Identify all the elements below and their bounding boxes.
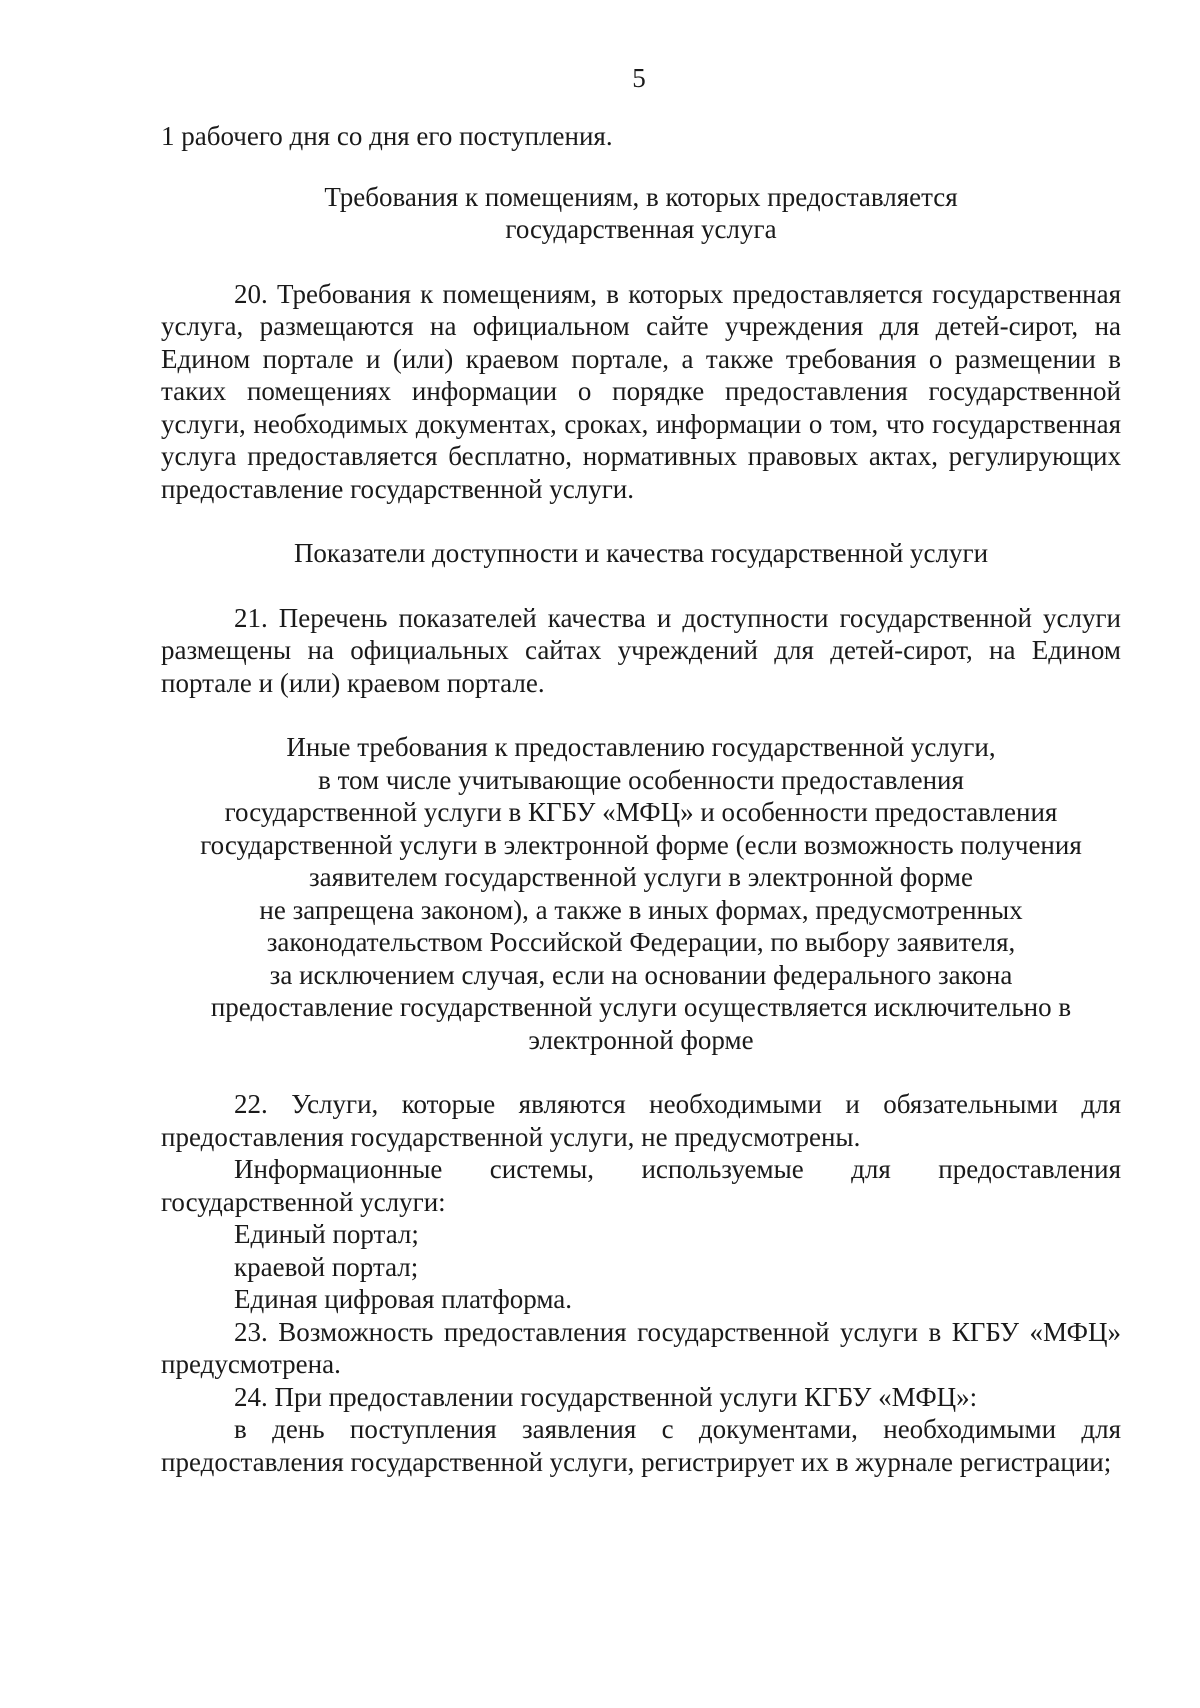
- info-systems-list: [161, 1218, 1121, 1316]
- document-body: [161, 62, 1121, 1478]
- heading-line: за исключением случая, если на основании федерального закона: [269, 959, 1013, 990]
- heading-line: в том числе учитывающие особенности предоставления: [318, 764, 964, 795]
- heading-indicators: Показатели доступности и качества государственной услуги: [293, 538, 989, 568]
- list-item: Единая цифровая платформа.: [234, 1284, 572, 1314]
- heading-line: Требования к помещениям, в которых предоставляется: [324, 181, 958, 212]
- paragraph-21: 21. Перечень показателей качества и доступности государственной услуги размещены на официальных сайтах учреждений для детей-сирот, на Едином портале и (или) краевом портале.: [161, 602, 1121, 698]
- paragraph-info-systems: Информационные системы, используемые для предоставления государственной услуги:: [161, 1154, 1121, 1217]
- heading-line: заявителем государственной услуги в электронной форме: [309, 862, 973, 892]
- list-item: Единый портал;: [234, 1219, 419, 1249]
- paragraph-22: 22. Услуги, которые являются необходимыми и обязательными для предоставления государственной услуги, не предусмотрены.: [161, 1089, 1121, 1152]
- paragraph-20: 20. Требования к помещениям, в которых предоставляется государственная услуга, размещаются на официальном сайте учреждения для детей-сирот, на Едином портале и (или) краевом портале, а также требования о размещении в таких помещениях информации о порядке предоставления государственной услуги, необходимых документах, сроках, информации о том, что государственная услуга предоставляется бесплатно, нормативных правовых актах, регулирующих предоставление государственной услуги.: [161, 278, 1121, 504]
- heading-line: предоставление государственной услуги осуществляется исключительно в: [210, 992, 1072, 1022]
- heading-other-requirements: [161, 731, 1121, 1056]
- intro-line: 1 рабочего дня со дня его поступления.: [161, 121, 613, 151]
- heading-line: государственной услуги в КГБУ «МФЦ» и особенности предоставления: [224, 797, 1058, 827]
- heading-line: законодательством Российской Федерации, по выбору заявителя,: [266, 927, 1016, 957]
- page-number: 5: [632, 63, 646, 93]
- paragraph-24-item: в день поступления заявления с документами, необходимыми для предоставления государственной услуги, регистрирует их в журнале регистрации;: [161, 1414, 1121, 1477]
- heading-line: электронной форме: [528, 1024, 754, 1055]
- heading-line: государственная услуга: [505, 214, 777, 244]
- heading-premises: [161, 181, 1121, 246]
- heading-line: не запрещена законом), а также в иных формах, предусмотренных: [259, 894, 1023, 925]
- paragraph-24: 24. При предоставлении государственной услуги КГБУ «МФЦ»:: [234, 1381, 978, 1412]
- heading-line: государственной услуги в электронной форме (если возможность получения: [200, 829, 1082, 860]
- heading-line: Иные требования к предоставлению государственной услуги,: [286, 732, 996, 762]
- paragraph-23: 23. Возможность предоставления государственной услуги в КГБУ «МФЦ» предусмотрена.: [161, 1316, 1121, 1379]
- list-item: краевой портал;: [234, 1251, 419, 1282]
